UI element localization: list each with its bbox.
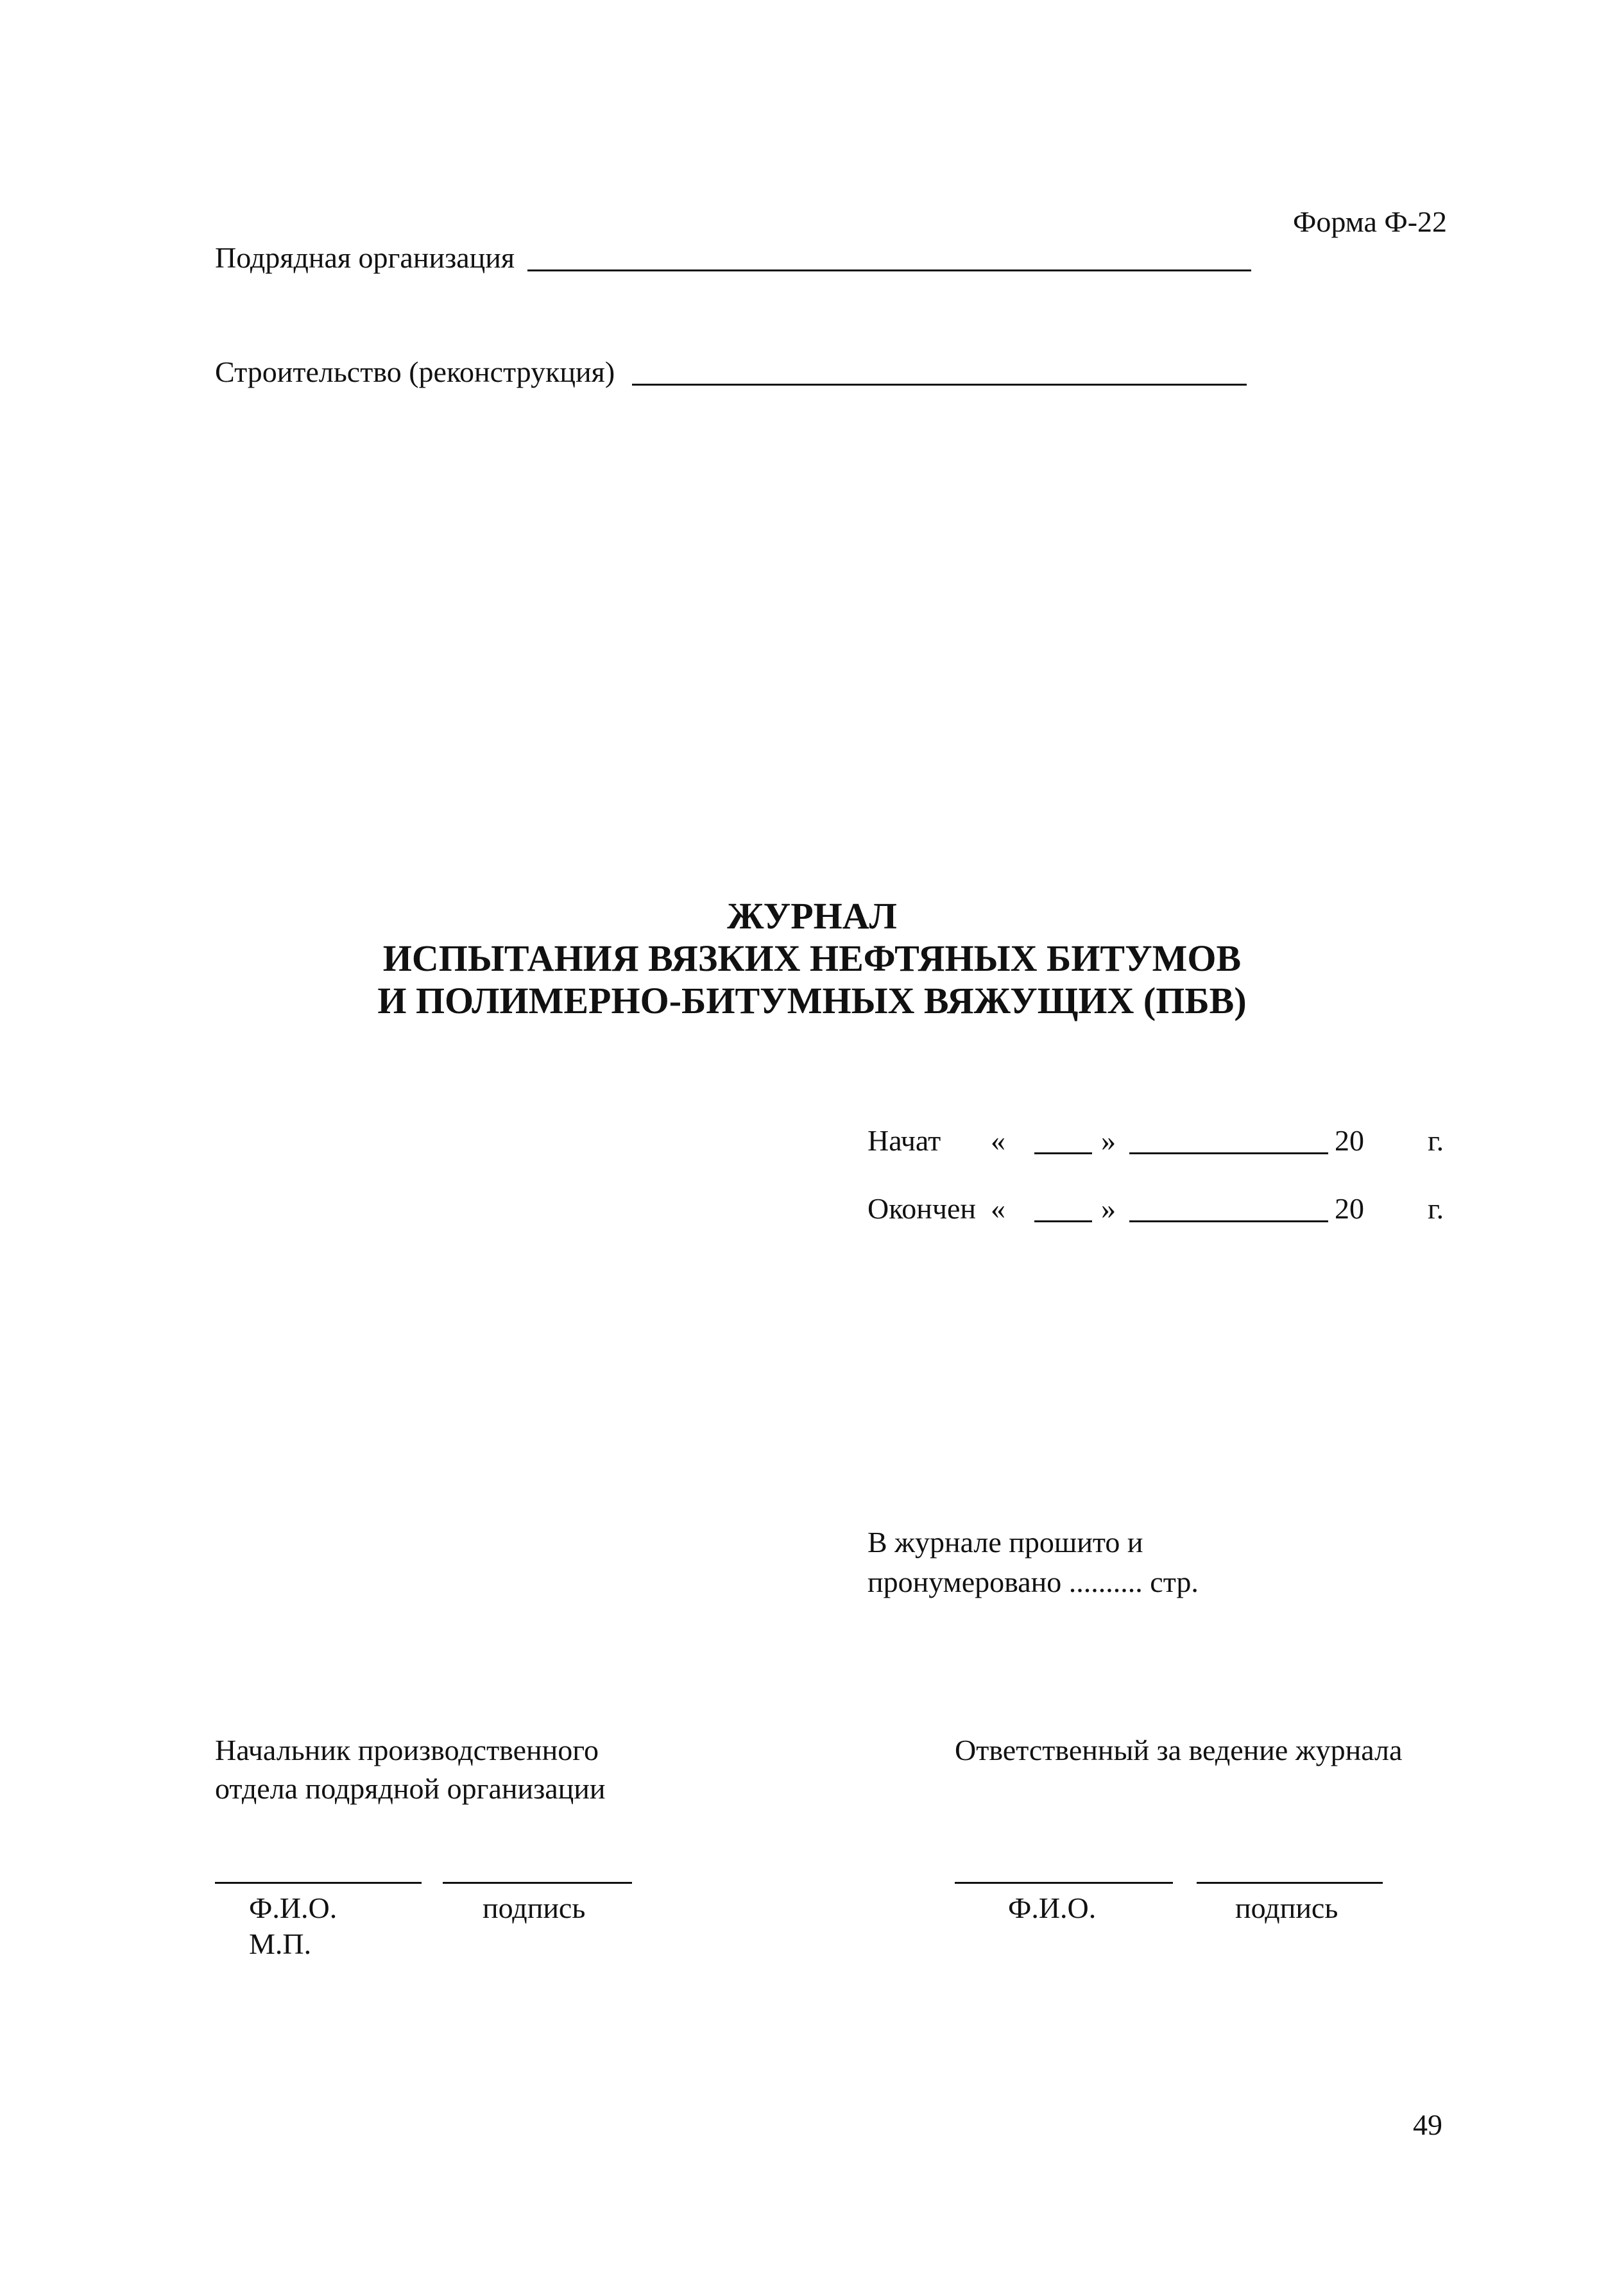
title-line-3: И ПОЛИМЕРНО-БИТУМНЫХ ВЯЖУЩИХ (ПБВ) [377, 980, 1247, 1021]
left-signature-field[interactable] [443, 1882, 632, 1884]
journal-title [0, 895, 1624, 1022]
contractor-label: Подрядная организация [215, 241, 515, 274]
pages-note-line-1: В журнале прошито и [868, 1526, 1143, 1559]
finished-century: 20 [1335, 1192, 1364, 1225]
finished-open-quote: « [991, 1192, 1005, 1225]
right-signature-label: подпись [1235, 1892, 1338, 1924]
title-line-2: ИСПЫТАНИЯ ВЯЗКИХ НЕФТЯНЫХ БИТУМОВ [382, 937, 1242, 979]
right-signature-field[interactable] [1197, 1882, 1383, 1884]
pages-note-line-2: пронумеровано .......... стр. [868, 1566, 1199, 1598]
started-day-field[interactable] [1034, 1152, 1092, 1154]
right-role-line-1: Ответственный за ведение журнала [955, 1734, 1403, 1766]
started-year-suffix: г. [1428, 1124, 1444, 1157]
finished-day-field[interactable] [1034, 1220, 1092, 1222]
started-label: Начат [868, 1124, 941, 1157]
construction-label: Строительство (реконструкция) [215, 355, 615, 388]
left-role-line-1: Начальник производственного [215, 1734, 599, 1766]
title-line-1: ЖУРНАЛ [727, 895, 897, 937]
finished-month-field[interactable] [1129, 1220, 1328, 1222]
finished-close-quote: » [1101, 1192, 1116, 1225]
construction-field[interactable] [632, 384, 1247, 386]
left-signature-label: подпись [483, 1892, 586, 1924]
left-role-line-2: отдела подрядной организации [215, 1772, 606, 1805]
started-open-quote: « [991, 1124, 1005, 1157]
started-month-field[interactable] [1129, 1152, 1328, 1154]
contractor-field[interactable] [527, 269, 1251, 271]
finished-year-suffix: г. [1428, 1192, 1444, 1225]
right-fio-label: Ф.И.О. [1008, 1892, 1097, 1924]
started-century: 20 [1335, 1124, 1364, 1157]
page-number: 49 [1413, 2108, 1442, 2141]
right-fio-field[interactable] [955, 1882, 1173, 1884]
left-fio-label: Ф.И.О. [249, 1892, 338, 1924]
started-close-quote: » [1101, 1124, 1116, 1157]
finished-label: Окончен [868, 1192, 977, 1225]
form-label: Форма Ф-22 [1293, 205, 1448, 238]
stamp-label: М.П. [249, 1927, 312, 1960]
left-fio-field[interactable] [215, 1882, 422, 1884]
